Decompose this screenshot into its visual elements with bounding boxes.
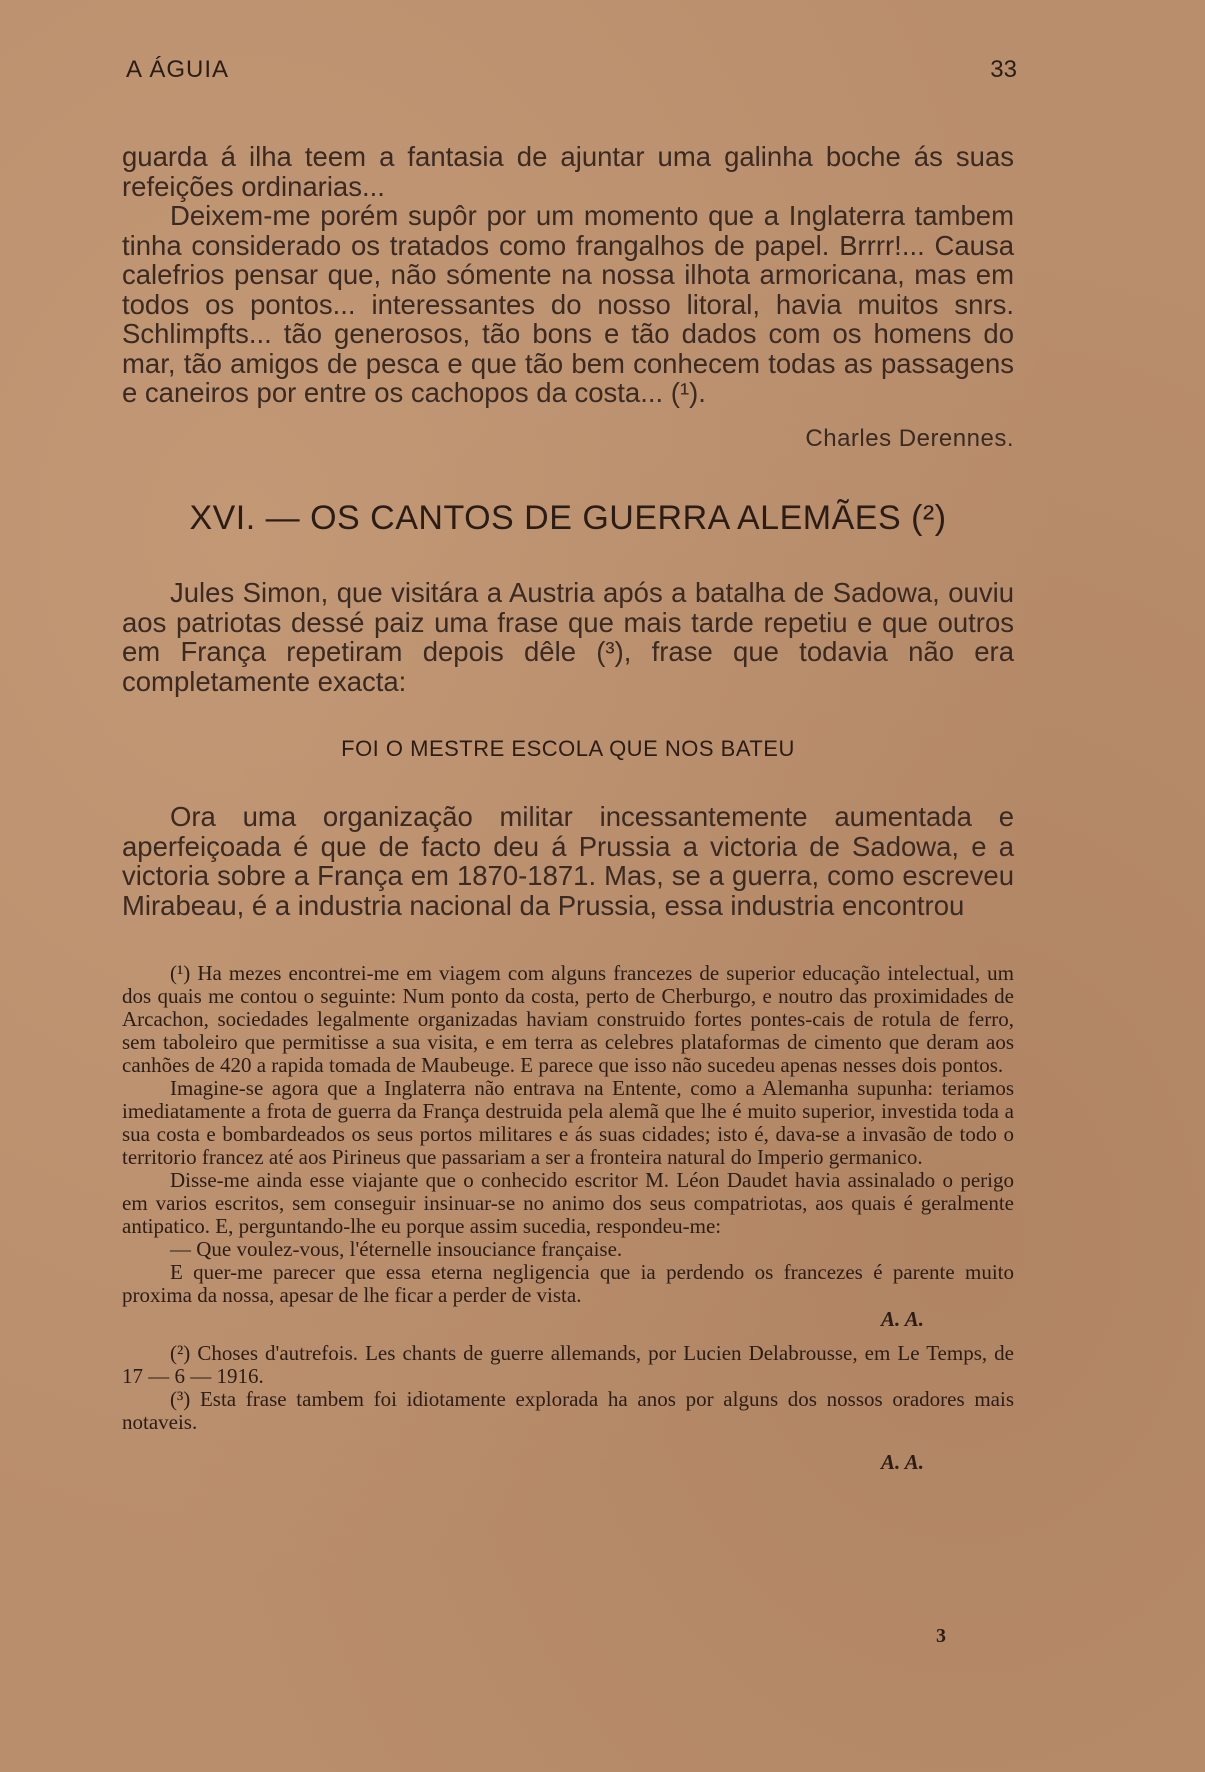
footnote-paragraph: Disse-me ainda esse viajante que o conhecido escritor M. Léon Daudet havia assinalado o perigo em varios escritos, sem conseguir insinuar-se no animo dos seus compatriotas, aos quais é geralmente antipatico. E, perguntando-lhe eu porque assim sucedia, respondeu-me:: [122, 1168, 1014, 1238]
paragraph: Ora uma organização militar incessantemente aumentada e aperfeiçoada é que de facto deu á Prussia a victoria de Sadowa, e a victoria sobre a França em 1870-1871. Mas, se a guerra, como escreveu Mirabeau, é a industria nacional da Prussia, essa industria encontrou: [122, 801, 1014, 921]
footnotes: [122, 962, 1014, 1475]
page-number: 33: [990, 56, 1017, 83]
footnote: (³) Esta frase tambem foi idiotamente explorada ha anos por alguns dos nossos oradores mais notaveis.: [122, 1387, 1014, 1434]
author-signature: Charles Derennes.: [805, 424, 1014, 452]
footnote-quote: — Que voulez-vous, l'éternelle insouciance française.: [170, 1237, 623, 1261]
page-header: [126, 56, 1017, 90]
footnote-paragraph: E quer-me parecer que essa eterna negligencia que ia perdendo os francezes é parente muito proxima da nossa, apesar de lhe ficar a perder de vista.: [122, 1260, 1014, 1307]
paragraph: Deixem-me porém supôr por um momento que a Inglaterra tambem tinha considerado os tratados como frangalhos de papel. Brrrr!... Causa calefrios pensar que, não sómente na nossa ilhota armoricana, mas em todos os pontos... interessantes do nosso litoral, havia muitos snrs. Schlimpfts... tão generosos, tão bons e tão dados com os homens do mar, tão amigos de pesca e que tão bem conhecem todas as passagens e caneiros por entre os cachopos da costa... (¹).: [122, 200, 1014, 408]
footnote: (²) Choses d'autrefois. Les chants de guerre allemands, por Lucien Delabrousse, em Le Temps, de 17 — 6 — 1916.: [122, 1341, 1014, 1388]
footnote: (¹) Ha mezes encontrei-me em viagem com alguns francezes de superior educação intelectual, um dos quais me contou o seguinte: Num ponto da costa, perto de Cherburgo, e noutro das proximidades de Arcachon, sociedades legalmente organizadas haviam construido fortes pontes-cais de rotula de ferro, sem taboleiro que permitisse a sua visita, e em terra as celebres plataformas de cimento que deram aos canhões de 420 a rapida tomada de Maubeuge. E parece que isso não sucedeu apenas nesses dois pontos.: [122, 961, 1014, 1077]
section-title: XVI. — OS CANTOS DE GUERRA ALEMÃES (²): [189, 499, 947, 537]
quoted-phrase: FOI O MESTRE ESCOLA QUE NOS BATEU: [341, 736, 795, 761]
footnote-signature: A. A.: [881, 1307, 924, 1331]
sheet-number: 3: [936, 1625, 946, 1647]
footnote-paragraph: Imagine-se agora que a Inglaterra não entrava na Entente, como a Alemanha supunha: teriamos imediatamente a frota de guerra da França destruida pela alemã que lhe é muito superior, investida toda a sua costa e bombardeados os seus portos militares e ás suas cidades; isto é, dava-se a invasão de todo o territorio francez até aos Pirineus que passariam a ser a fronteira natural do Imperio germanico.: [122, 1076, 1014, 1169]
page-body: [122, 142, 1014, 1475]
footnote-signature: A. A.: [881, 1450, 924, 1474]
paragraph: Jules Simon, que visitára a Austria após a batalha de Sadowa, ouviu aos patriotas dessé paiz uma frase que mais tarde repetiu e que outros em França repetiram depois dêle (³), frase que todavia não era completamente exacta:: [122, 577, 1014, 697]
paragraph-continuation: guarda á ilha teem a fantasia de ajuntar uma galinha boche ás suas refeições ordinarias...: [122, 141, 1014, 202]
running-title: A ÁGUIA: [126, 56, 230, 83]
